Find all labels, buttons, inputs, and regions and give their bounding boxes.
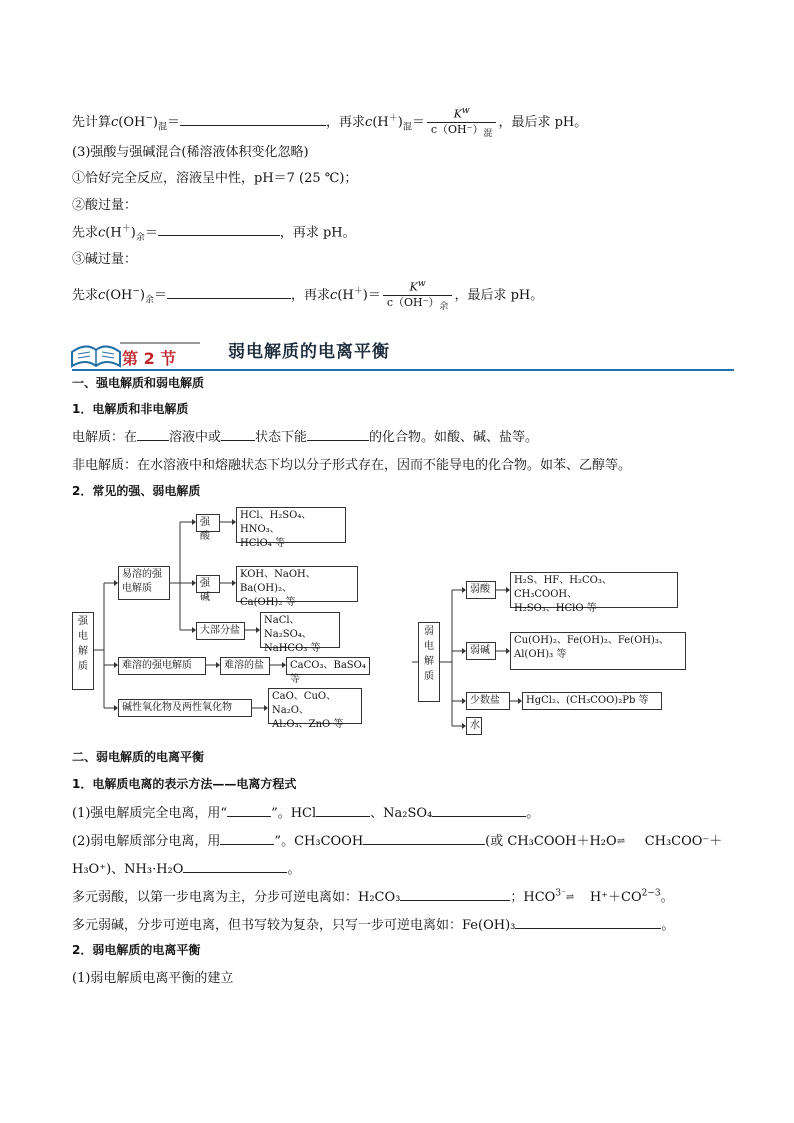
section-title: 弱电解质的电离平衡	[228, 342, 390, 362]
most-salt-examples: NaCl、Na₂SO₄、 NaHCO₃ 等	[260, 612, 340, 648]
answer-blank[interactable]	[363, 832, 485, 845]
text: 、Na₂SO₄	[370, 806, 433, 821]
text: 余	[145, 295, 155, 306]
subheading: 2．常见的强、弱电解质	[72, 484, 201, 498]
text: (OH	[118, 114, 146, 130]
text: CH₃COO⁻＋	[644, 834, 723, 849]
text: w	[461, 106, 470, 116]
heading: 二、弱电解质的电离平衡	[72, 750, 205, 764]
weak-acid-examples: H₂S、HF、H₂CO₃、CH₃COOH、 H₂SO₃、HClO 等	[510, 572, 678, 608]
answer-blank[interactable]	[227, 804, 271, 817]
weak-acid-box: 弱酸	[466, 581, 496, 599]
text: ，再求 pH。	[279, 225, 356, 241]
insoluble-salt-examples: CaCO₃、BaSO₄ 等	[286, 657, 370, 675]
text: ＝	[144, 225, 158, 241]
equation-line-4	[72, 886, 674, 905]
reversible-arrow-icon: ⇌	[565, 892, 575, 903]
text: c（OH⁻）	[430, 122, 484, 136]
text: ＝	[167, 114, 181, 130]
text: 余	[135, 232, 145, 243]
text: −	[132, 286, 140, 297]
text: ＋	[388, 113, 398, 124]
text: w	[417, 279, 426, 289]
text: ＋	[121, 224, 131, 234]
strong-electrolyte-box: 强 电 解 质	[72, 612, 94, 690]
subheading: 1．电解质电离的表示方法——电离方程式	[72, 777, 297, 791]
text-line: ②酸过量：	[72, 198, 138, 213]
text: c	[330, 287, 338, 303]
text: −	[145, 113, 153, 124]
text: 先计算	[72, 114, 112, 130]
easy-soluble-box: 易溶的强 电解质	[118, 566, 170, 600]
text: (H	[337, 287, 354, 303]
text: (H	[105, 225, 122, 241]
equation-line-3	[72, 858, 300, 877]
text: (H	[372, 114, 389, 130]
equation-line-1	[72, 802, 539, 821]
text: 。	[660, 890, 674, 905]
text: 混	[158, 122, 168, 133]
text: 先求	[72, 225, 99, 241]
few-salt-box: 少数盐	[466, 692, 510, 710]
text: K	[453, 107, 462, 121]
text-line: ③碱过量：	[72, 252, 138, 267]
section-number: 第 2 节	[122, 349, 177, 368]
text: 。	[661, 918, 675, 933]
reversible-arrow-icon: ⇌	[616, 836, 626, 847]
text: 3⁻	[555, 888, 566, 899]
text: ＝	[154, 287, 168, 303]
answer-blank[interactable]	[220, 832, 274, 845]
text: ，再求	[326, 114, 366, 130]
answer-blank[interactable]	[183, 860, 287, 873]
text: 。	[526, 806, 540, 821]
text: ，最后求 pH。	[454, 287, 544, 303]
text: (2)弱电解质部分电离，用	[72, 834, 221, 849]
text: c	[365, 114, 373, 130]
subheading: 1．电解质和非电解质	[72, 402, 189, 416]
strong-base-box: 强碱	[196, 575, 220, 593]
strong-acid-box: 强酸	[196, 514, 220, 532]
text: 多元弱酸，以第一步电离为主，分步可逆电离如：H₂CO₃	[72, 890, 401, 905]
text: 状态下能	[255, 430, 308, 445]
weak-base-box: 弱碱	[466, 642, 496, 660]
heading: 一、强电解质和弱电解质	[72, 376, 205, 390]
text: )	[130, 225, 136, 241]
text: 多元弱碱，分步可逆电离，但书写较为复杂，只写一步可逆电离如：Fe(OH)₃	[72, 918, 516, 933]
text: 电解质：在	[72, 430, 138, 445]
text: 的化合物。如酸、碱、盐等。	[369, 430, 539, 445]
answer-blank[interactable]	[316, 804, 370, 817]
text: 余	[439, 301, 449, 312]
text: (1)强电解质完全电离，用“	[72, 806, 228, 821]
text: c	[111, 114, 119, 130]
answer-blank[interactable]	[432, 804, 526, 817]
weak-base-examples: Cu(OH)₂、Fe(OH)₂、Fe(OH)₃、 Al(OH)₃ 等	[510, 632, 686, 670]
text: ＋	[353, 286, 363, 297]
answer-blank[interactable]	[515, 916, 661, 929]
text: 2−3	[641, 888, 661, 899]
text: ”。CH₃COOH	[274, 834, 364, 849]
text: c	[98, 225, 106, 241]
text: c	[98, 287, 106, 303]
oxides-examples: CaO、CuO、Na₂O、 Al₂O₃、ZnO 等	[268, 688, 362, 724]
definition-line: 非电解质：在水溶液中和熔融状态下均以分子形式存在，因而不能导电的化合物。如苯、乙醇等。	[72, 458, 632, 473]
text: )	[397, 114, 403, 130]
text-line: (1)弱电解质电离平衡的建立	[72, 971, 234, 986]
text: (或 CH₃COOH＋H₂O	[485, 834, 617, 849]
text: ；HCO	[510, 890, 556, 905]
text: ，最后求 pH。	[498, 114, 588, 130]
text: 溶液中或	[169, 430, 222, 445]
text: (OH	[105, 287, 133, 303]
text: )＝	[362, 287, 381, 303]
text: ，再求	[291, 287, 331, 303]
text: H₃O⁺)、NH₃·H₂O	[72, 862, 184, 877]
text: c（OH⁻）	[386, 295, 440, 309]
strong-base-examples: KOH、NaOH、Ba(OH)₂、 Ca(OH)₂ 等	[236, 566, 358, 602]
text: ＝	[411, 114, 425, 130]
text: H⁺＋CO	[589, 890, 642, 905]
text: 混	[483, 128, 493, 139]
equation-line-5	[72, 914, 674, 933]
water-box: 水	[466, 717, 482, 735]
text: K	[409, 280, 418, 294]
few-salt-examples: HgCl₂、(CH₃COO)₂Pb 等	[522, 692, 662, 710]
equation-line-2	[72, 830, 722, 849]
insoluble-strong-box: 难溶的强电解质	[118, 657, 206, 675]
text: 混	[402, 122, 412, 133]
strong-acid-examples: HCl、H₂SO₄、HNO₃、 HClO₄ 等	[236, 507, 346, 543]
text: 先求	[72, 287, 99, 303]
text-line: ①恰好完全反应，溶液呈中性，pH＝7 (25 ℃)；	[72, 171, 358, 186]
text: 。	[287, 862, 301, 877]
text: )	[152, 114, 158, 130]
subheading: 2．弱电解质的电离平衡	[72, 943, 201, 957]
text-line: (3)强酸与强碱混合(稀溶液体积变化忽略)	[72, 145, 309, 160]
answer-blank[interactable]	[400, 888, 510, 901]
text: )	[139, 287, 145, 303]
text: ”。HCl	[271, 806, 317, 821]
weak-electrolyte-box: 弱 电 解 质	[418, 622, 440, 702]
oxides-box: 碱性氧化物及两性氧化物	[118, 699, 252, 717]
insoluble-salt-box: 难溶的盐	[220, 657, 270, 675]
most-salt-box: 大部分盐	[196, 622, 245, 640]
